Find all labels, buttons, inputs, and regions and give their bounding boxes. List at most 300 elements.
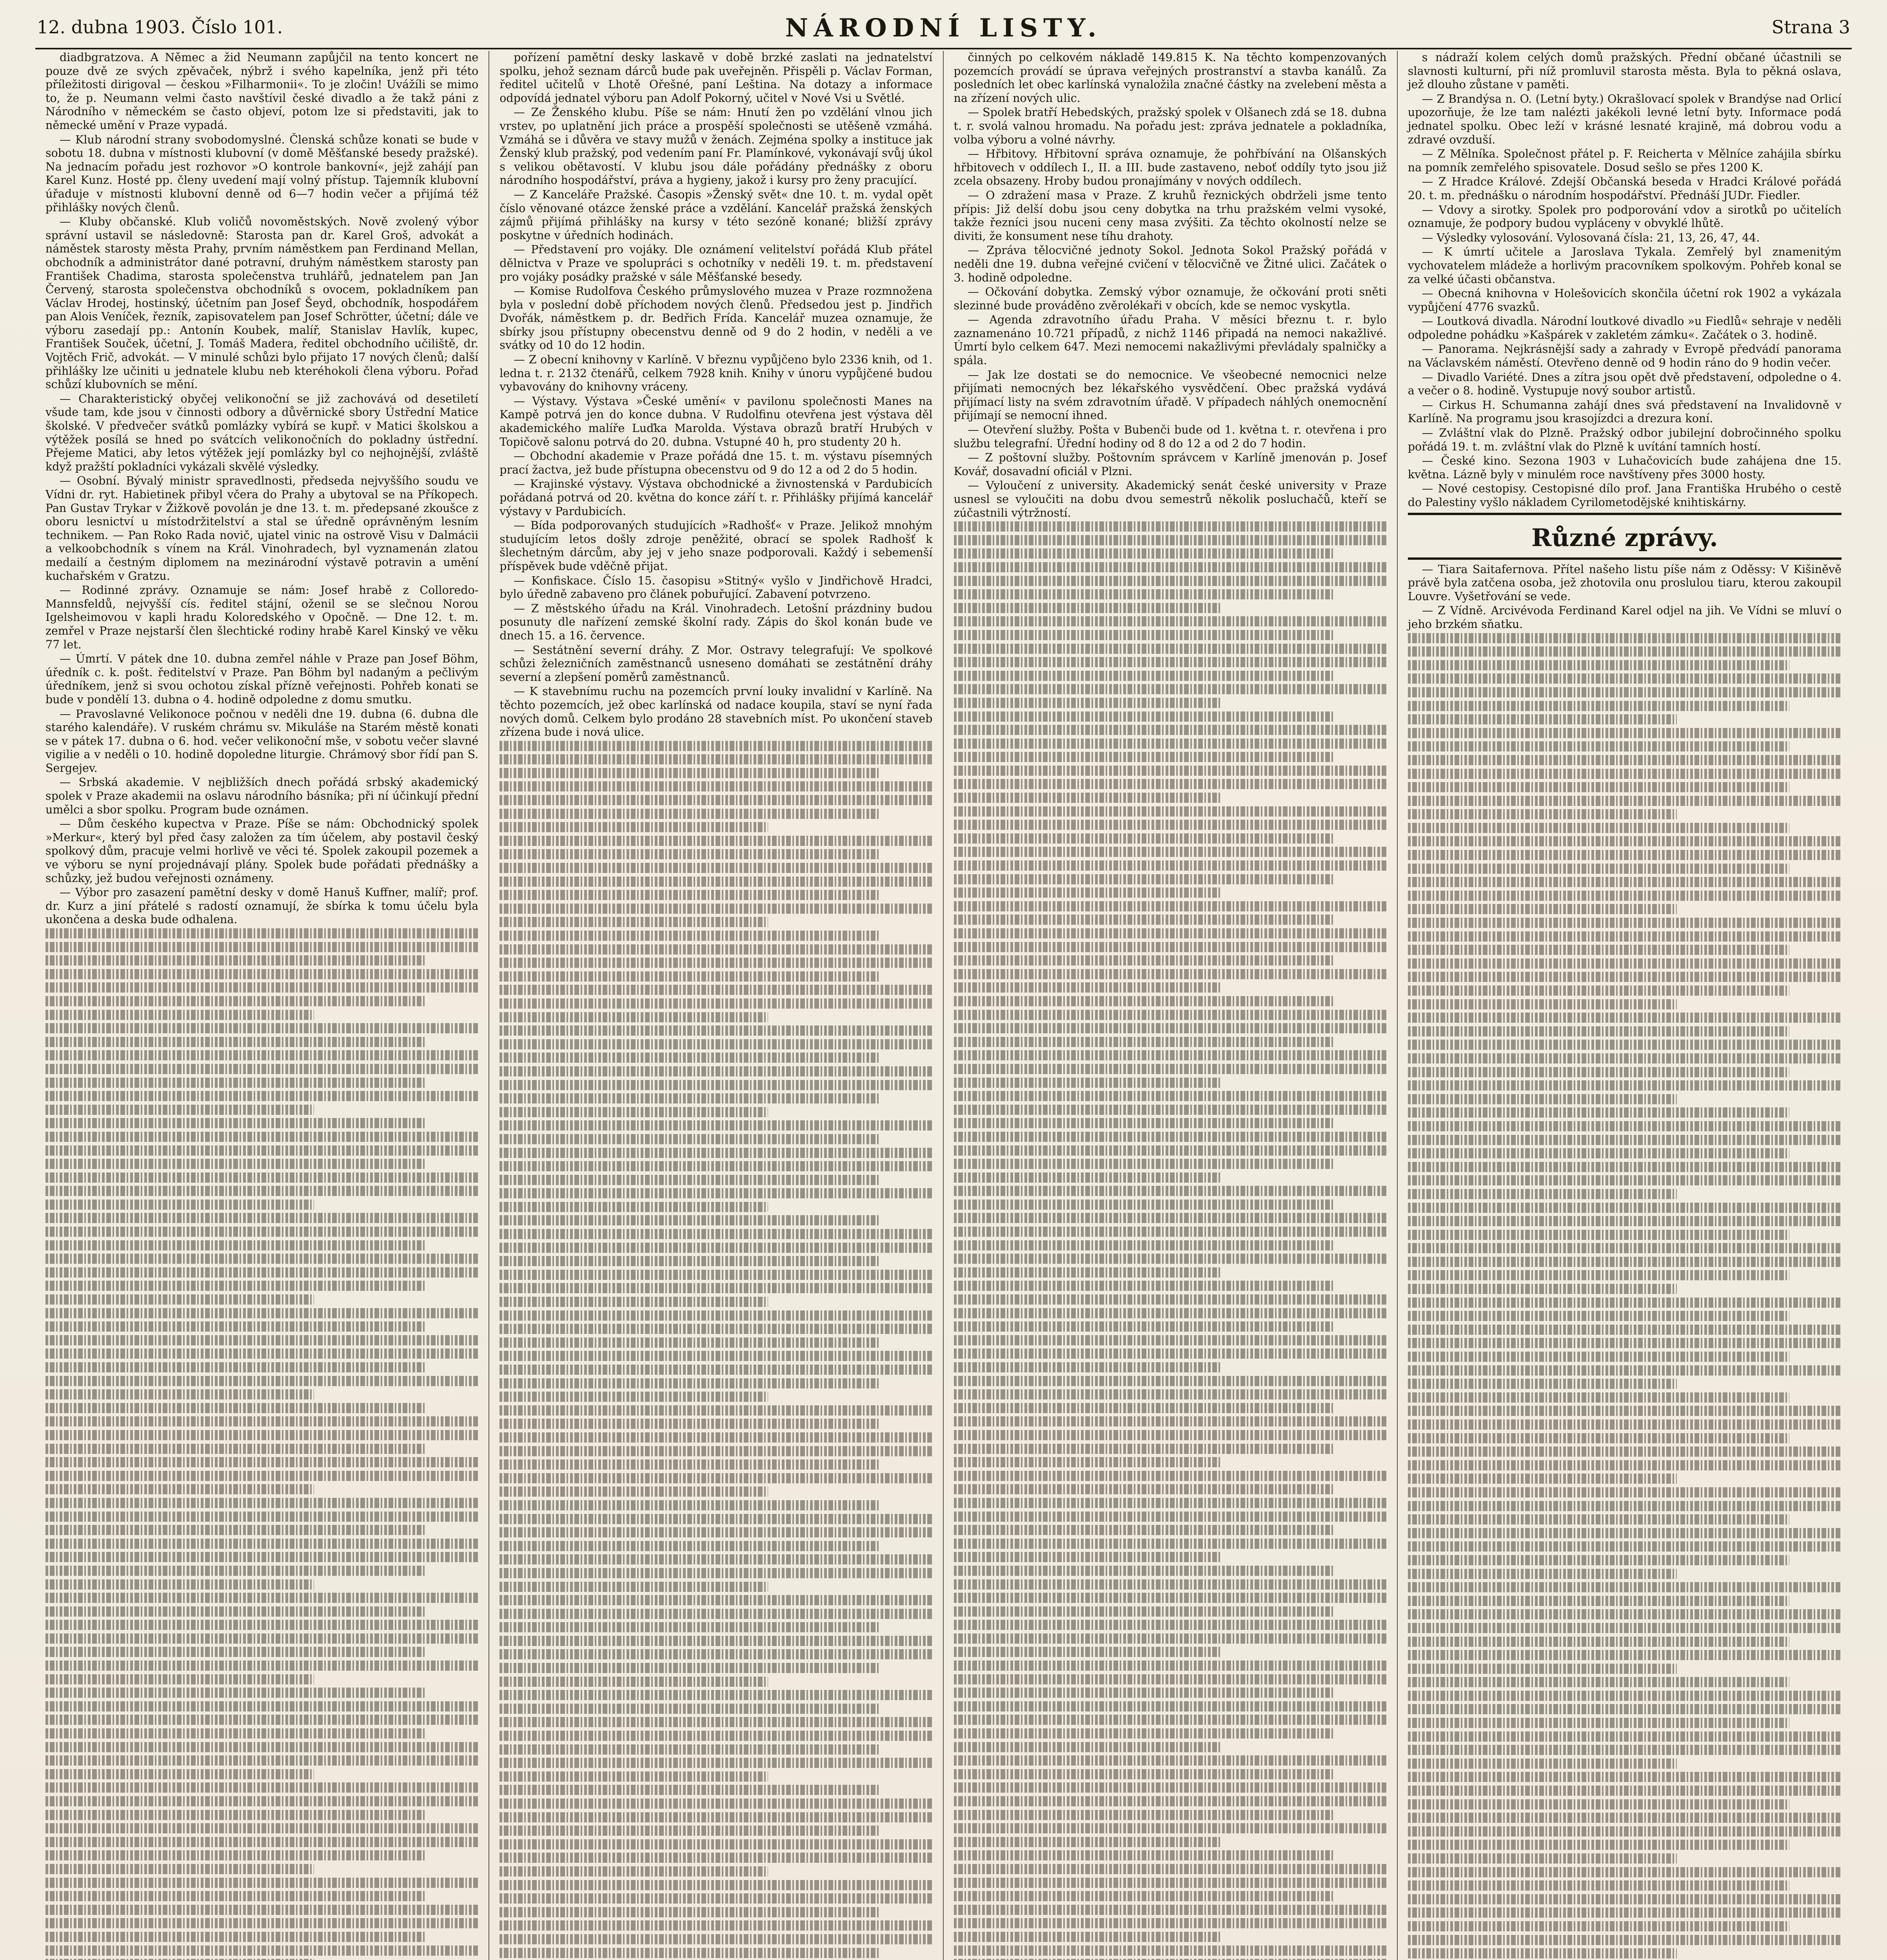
text-line-placeholder	[1408, 1067, 1790, 1077]
text-line-placeholder	[499, 1066, 932, 1076]
text-line-placeholder	[1408, 741, 1790, 751]
text-line-placeholder	[1408, 1718, 1790, 1728]
text-line-placeholder	[1408, 1243, 1842, 1253]
text-line-placeholder	[499, 795, 932, 805]
text-line-placeholder	[954, 576, 1387, 586]
text-line-placeholder	[1408, 1691, 1842, 1701]
text-line-placeholder	[1408, 1338, 1842, 1348]
text-line-placeholder	[499, 1039, 932, 1049]
text-line-placeholder	[499, 1785, 881, 1795]
text-line-placeholder	[954, 1227, 1387, 1237]
text-line-placeholder	[499, 1324, 932, 1334]
text-line-placeholder	[954, 739, 1387, 749]
text-line-placeholder	[499, 1527, 932, 1537]
text-line-placeholder	[954, 1281, 1335, 1291]
text-line-placeholder	[954, 874, 1335, 884]
text-line-placeholder	[954, 1606, 1335, 1617]
paragraph: — K stavebnímu ruchu na pozemcích první louky invalidní v Karlíně. Na těchto pozemcích, jež obec karlínská od nadace koupila, staví se nyní řada nových domů. Celkem bylo prodáno 28 stavebních míst. Po ukončení staveb zřízena bude i nová ulice.	[499, 685, 933, 739]
text-line-placeholder	[954, 1444, 1335, 1454]
text-line-placeholder	[499, 1744, 881, 1755]
text-line-placeholder	[1408, 877, 1842, 887]
text-line-placeholder	[1408, 972, 1842, 982]
text-line-placeholder	[954, 887, 1222, 898]
text-line-placeholder	[45, 1484, 314, 1494]
text-line-placeholder	[954, 1891, 1335, 1901]
paragraph: — Z městského úřadu na Král. Vinohradech. Letošní prázdniny budou posunuty dle nařízení zemské školní rady. Zápis do škol konán bude ve dnech 15. a 16. července.	[499, 602, 933, 642]
text-line-placeholder	[954, 1850, 1335, 1860]
text-line-placeholder	[45, 1118, 427, 1128]
text-line-placeholder	[1408, 1189, 1677, 1199]
text-line-placeholder	[954, 1945, 1387, 1956]
text-line-placeholder	[45, 1200, 314, 1210]
text-line-placeholder	[1408, 728, 1842, 738]
text-line-placeholder	[954, 793, 1222, 803]
text-line-placeholder	[954, 1647, 1222, 1657]
text-line-placeholder	[499, 1948, 881, 1958]
paragraph: — Osobní. Bývalý ministr spravedlnosti, předseda nejvyššího soudu ve Vídni dr. ryt. Habietinek přibyl včera do Prahy a ubytoval se na Příkopech. Pan Gustav Trykar v Žižkově povolán je dne 13. t. m. předepsané zkoušce z oboru lesnictví u místodržitelství a stal se úředně oprávněným lesním technikem. — Pan Roko Rada novič, ujatel vinic na ostrově Visu v Dalmácii a velkoobchodník s vínem na Král. Vinohradech, byl vyznamenán zlatou medailí a čestným diplomem na mezinárodní výstavě potravin a umění kuchařském v Gratzu.	[45, 474, 479, 583]
text-line-placeholder	[499, 1582, 768, 1592]
text-line-placeholder	[1408, 1582, 1842, 1592]
text-line-placeholder	[45, 1362, 427, 1372]
text-line-placeholder	[954, 1430, 1387, 1440]
text-line-placeholder	[1408, 1270, 1790, 1280]
text-line-placeholder	[1408, 1284, 1677, 1294]
text-line-placeholder	[499, 1554, 932, 1564]
text-line-placeholder	[1408, 836, 1842, 846]
text-line-placeholder	[499, 1025, 932, 1036]
text-line-placeholder	[45, 1742, 478, 1752]
text-line-placeholder	[954, 996, 1335, 1006]
paragraph: — Výstavy. Výstava »České umění« v pavilonu společnosti Manes na Kampě potrvá jen do konce dubna. V Rudolfinu otevřena jest výstava děl akademického malíře Luďka Marolda. Výstava obrazů bratří Hrubých v Topičově salonu potrvá do 20. dubna. Vstupné 40 h, pro studenty 20 h.	[499, 394, 933, 448]
text-line-placeholder	[499, 809, 881, 819]
paragraph: — Z obecní knihovny v Karlíně. V březnu vypůjčeno bylo 2336 knih, od 1. ledna t. r. 2132 čtenářů, celkem 7928 knih. Knihy v únoru vypůjčené budou vybavovány do knihovny vráceny.	[499, 353, 933, 394]
text-line-placeholder	[954, 616, 1387, 626]
newspaper-title: NÁRODNÍ LISTY.	[785, 13, 1102, 43]
text-line-placeholder	[499, 931, 881, 941]
text-line-placeholder	[45, 1132, 478, 1142]
text-line-placeholder	[1408, 1772, 1842, 1782]
text-line-placeholder	[954, 1525, 1335, 1535]
text-line-placeholder	[499, 1880, 932, 1890]
text-line-placeholder	[954, 982, 1222, 993]
text-line-placeholder	[1408, 673, 1842, 684]
text-line-placeholder	[499, 1459, 881, 1470]
text-line-placeholder	[1408, 1948, 1677, 1958]
text-line-placeholder	[954, 1905, 1387, 1915]
text-line-placeholder	[954, 684, 1387, 694]
text-line-placeholder	[954, 521, 1387, 532]
text-line-placeholder	[499, 1636, 932, 1646]
text-line-placeholder	[1408, 1203, 1842, 1213]
text-line-placeholder	[1408, 1230, 1790, 1240]
text-line-placeholder	[954, 1512, 1387, 1522]
text-line-placeholder	[1408, 1175, 1842, 1185]
text-line-placeholder	[954, 1050, 1387, 1060]
text-line-placeholder	[1408, 1460, 1842, 1470]
text-line-placeholder	[499, 1215, 881, 1225]
text-line-placeholder	[1408, 1704, 1842, 1714]
text-line-placeholder	[499, 1256, 881, 1266]
text-line-placeholder	[499, 1771, 768, 1782]
text-line-placeholder	[954, 589, 1335, 599]
text-line-placeholder	[45, 1661, 478, 1671]
text-line-placeholder	[499, 822, 768, 832]
text-line-placeholder	[499, 1093, 881, 1103]
paragraph: — Srbská akademie. V nejbližších dnech pořádá srbský akademický spolek v Praze akademii na oslavu národního básníka; při ní účinkují přední umělci a sbor spolku. Program bude oznámen.	[45, 776, 479, 816]
text-line-placeholder	[1408, 1053, 1842, 1063]
text-line-placeholder	[954, 1579, 1387, 1590]
paragraph: — Kluby občanské. Klub voličů novoměstských. Nově zvolený výbor správní ustavil se následovně: Starosta pan dr. Karel Groš, advokát a náměstek starosty města Prahy, prvním náměstkem pan Ferdinand Mellan, obchodník a administrátor dané potravní, druhým náměstkem starosty pan František Chadima, starosta společenstva truhlářů, jednatelem pan Jan Červený, starosta společenstva obchodníků s ovocem, pokladníkem pan Václav Hrodej, hostinský, účetním pan Josef Šeyd, obchodník, hospodářem pan Alois Veníček, řezník, zapisovatelem pan Josef Schrötter, účetní; dále ve výboru zasedají pp.: Antonín Koubek, malíř, Stanislav Havlík, kupec, František Souček, účetní, J. Tomáš Madera, ředitel obchodního učiliště, dr. Vojtěch Frič, advokát. — V minulé schůzi bylo přijato 17 nových členů; další přihlášky lze učiniti u jednatele klubu neb kteréhokoli člena výboru. Pořad schůzí klubovních se mění.	[45, 215, 479, 391]
text-line-placeholder	[954, 1498, 1387, 1508]
text-line-placeholder	[1408, 850, 1842, 860]
text-line-placeholder	[1408, 1650, 1842, 1660]
text-line-placeholder	[1408, 1311, 1790, 1321]
text-line-placeholder	[954, 1376, 1387, 1386]
text-line-placeholder	[45, 1674, 314, 1684]
text-line-placeholder	[45, 1579, 314, 1590]
text-line-placeholder	[45, 1240, 427, 1250]
text-line-placeholder	[1408, 958, 1842, 969]
text-line-placeholder	[954, 1837, 1222, 1847]
paragraph: — České kino. Sezona 1903 v Luhačovicích bude zahájena dne 15. května. Lázně byly v minulém roce navštíveny přes 3000 hosty.	[1408, 454, 1842, 481]
paragraph: — O zdražení masa v Praze. Z kruhů řeznických obdrželi jsme tento přípis: Již delší dobu jsou ceny dobytka na trhu pražském velmi vysoké, takže řezníci jsou nuceni ceny masa zvýšiti. Za těchto okolností nelze se diviti, že konsument nese tíhu drahoty.	[953, 189, 1387, 243]
text-line-placeholder	[954, 1471, 1387, 1481]
text-line-placeholder	[954, 657, 1387, 667]
text-line-placeholder	[499, 741, 932, 751]
text-filler	[1408, 633, 1842, 1960]
text-line-placeholder	[499, 1012, 768, 1022]
text-line-placeholder	[499, 1161, 932, 1171]
text-line-placeholder	[499, 1283, 932, 1293]
text-line-placeholder	[499, 781, 932, 791]
text-line-placeholder	[954, 1755, 1387, 1766]
text-line-placeholder	[499, 1731, 932, 1741]
text-line-placeholder	[954, 766, 1387, 776]
text-line-placeholder	[1408, 1392, 1790, 1403]
text-line-placeholder	[1408, 999, 1677, 1009]
text-line-placeholder	[954, 1105, 1387, 1115]
paragraph: — Obchodní akademie v Praze pořádá dne 15. t. m. výstavu písemných prací žactva, jež bude přístupna obecenstvu od 9 do 12 a od 2 do 5 hodin.	[499, 450, 933, 476]
paragraph: — Konfiskace. Číslo 15. časopisu »Stitný« vyšlo v Jindřichově Hradci, bylo úředně zabaveno pro článek pobuřující. Zabavení potvrzeno.	[499, 574, 933, 601]
text-line-placeholder	[45, 1254, 478, 1264]
text-line-placeholder	[499, 1351, 932, 1361]
text-line-placeholder	[499, 971, 881, 982]
text-line-placeholder	[45, 1105, 314, 1115]
text-line-placeholder	[45, 1945, 478, 1956]
text-line-placeholder	[499, 1297, 768, 1307]
text-line-placeholder	[499, 1934, 932, 1944]
text-line-placeholder	[954, 1416, 1387, 1426]
paragraph: — Tiara Saitafernova. Přítel našeho listu píše nám z Oděssy: V Kišiněvě právě byla zatčena osoba, jež zhotovila onu proslulou tiaru, kterou zakoupil Louvre. Vyšetřování se vede.	[1408, 563, 1842, 603]
paragraph: — Z Hradce Králové. Zdejší Občanská beseda v Hradci Králové pořádá 20. t. m. přednášku o národním hospodářství. Přednáší JUDr. Fiedler.	[1408, 175, 1842, 202]
text-line-placeholder	[954, 1294, 1387, 1305]
text-line-placeholder	[499, 768, 881, 778]
paragraph: — K úmrtí učitele a Jaroslava Tykala. Zemřelý byl znamenitým vychovatelem mládeže a horlivým pracovníkem spolkovým. Pohřeb konal se za velké účasti občanstva.	[1408, 245, 1842, 286]
text-line-placeholder	[45, 1769, 314, 1779]
text-line-placeholder	[954, 1254, 1387, 1264]
text-line-placeholder	[1408, 1596, 1790, 1606]
text-line-placeholder	[1408, 714, 1677, 724]
text-line-placeholder	[954, 1742, 1222, 1752]
text-line-placeholder	[499, 1853, 932, 1863]
text-line-placeholder	[1408, 1569, 1677, 1579]
column-1	[35, 51, 489, 1960]
text-line-placeholder	[1408, 1637, 1790, 1647]
paragraph: — Výbor pro zasazení pamětní desky v domě Hanuš Kuffner, malíř; prof. dr. Kurz a jiní přátelé s radostí oznamují, že sbírka k tomu účelu byla ukončena a deska bude odhalena.	[45, 886, 479, 926]
paragraph: — Sestátnění severní dráhy. Z Mor. Ostravy telegrafují: Ve spolkové schůzi železničních zaměstnanců usneseno domáhati se zestátnění dráhy severní a zlepšení poměrů zaměstnanců.	[499, 643, 933, 684]
text-line-placeholder	[499, 1365, 932, 1375]
text-line-placeholder	[499, 1432, 932, 1443]
text-line-placeholder	[45, 1010, 314, 1020]
text-line-placeholder	[1408, 864, 1790, 874]
text-line-placeholder	[499, 890, 881, 900]
text-line-placeholder	[954, 535, 1387, 545]
text-line-placeholder	[954, 1593, 1387, 1603]
text-line-placeholder	[45, 1620, 478, 1630]
text-line-placeholder	[954, 752, 1335, 762]
text-line-placeholder	[499, 1446, 932, 1456]
text-line-placeholder	[954, 1864, 1387, 1874]
text-line-placeholder	[45, 1539, 478, 1549]
text-line-placeholder	[45, 1321, 427, 1332]
text-line-placeholder	[1408, 1433, 1790, 1443]
text-line-placeholder	[45, 969, 478, 979]
text-line-placeholder	[954, 671, 1335, 681]
text-line-placeholder	[499, 917, 768, 927]
text-filler	[499, 741, 932, 1960]
paragraph: — Nové cestopisy. Cestopisné dílo prof. Jana Františka Hrubého o cestě do Palestiny vyšlo nákladem Cyrilometodějské knihtiskárny.	[1408, 482, 1842, 509]
text-line-placeholder	[954, 698, 1222, 708]
text-line-placeholder	[1408, 1379, 1677, 1389]
paragraph: — Krajinské výstavy. Výstava obchodnické a živnostenská v Pardubicích pořádaná potrvá od 20. května do konce září t. r. Přihlášky přijímá kancelář výstavy v Pardubicích.	[499, 477, 933, 518]
paragraph: — Z Vídně. Arcivévoda Ferdinand Karel odjel na jih. Ve Vídni se mluví o jeho brzkém sňatku.	[1408, 604, 1842, 631]
text-line-placeholder	[954, 806, 1387, 817]
text-line-placeholder	[954, 562, 1387, 572]
text-line-placeholder	[954, 942, 1387, 952]
text-line-placeholder	[499, 1622, 881, 1632]
paragraph: — Panorama. Nejkrásnější sady a zahrady v Evropě předvádí panorama na Václavském náměstí. Otevřeno denně od 9 hodin ráno do 9 hodin večer.	[1408, 343, 1842, 370]
text-line-placeholder	[954, 1484, 1335, 1494]
text-line-placeholder	[954, 1769, 1335, 1779]
text-line-placeholder	[499, 1134, 881, 1144]
text-line-placeholder	[1408, 1406, 1842, 1416]
text-line-placeholder	[954, 603, 1222, 613]
article-columns	[35, 51, 1852, 1960]
column-4	[1398, 51, 1852, 1960]
text-line-placeholder	[45, 1403, 427, 1413]
text-line-placeholder	[1408, 1786, 1842, 1796]
text-line-placeholder	[954, 1240, 1335, 1250]
text-line-placeholder	[954, 1810, 1335, 1820]
text-line-placeholder	[499, 1419, 881, 1429]
paragraph: — Cirkus H. Schumanna zahájí dnes svá představení na Invalidovně v Karlíně. Na programu jsou krasojízdci a drezura koní.	[1408, 398, 1842, 425]
text-line-placeholder	[954, 928, 1387, 938]
text-line-placeholder	[954, 1321, 1335, 1332]
text-line-placeholder	[1408, 1894, 1842, 1904]
text-line-placeholder	[1408, 1840, 1790, 1850]
text-line-placeholder	[45, 1864, 314, 1874]
text-line-placeholder	[954, 1457, 1222, 1467]
text-line-placeholder	[45, 1335, 478, 1345]
text-line-placeholder	[45, 1715, 478, 1725]
text-line-placeholder	[45, 1037, 427, 1047]
text-line-placeholder	[499, 1310, 932, 1321]
text-line-placeholder	[1408, 1419, 1842, 1430]
text-filler	[954, 521, 1387, 1960]
text-line-placeholder	[499, 904, 932, 914]
text-line-placeholder	[45, 1606, 427, 1617]
text-line-placeholder	[954, 1267, 1222, 1278]
text-line-placeholder	[1408, 1162, 1842, 1172]
text-line-placeholder	[45, 928, 478, 938]
paragraph: — Loutková divadla. Národní loutkové divadlo »u Fiedlů« sehraje v neděli odpoledne pohádku »Kašpárek v zakletém zámku«. Začátek o 3. hodině.	[1408, 315, 1842, 341]
text-line-placeholder	[1408, 1257, 1842, 1267]
text-line-placeholder	[954, 1620, 1387, 1630]
text-line-placeholder	[499, 1568, 932, 1578]
text-line-placeholder	[954, 1078, 1222, 1088]
text-line-placeholder	[1408, 1623, 1842, 1633]
text-line-placeholder	[45, 1444, 427, 1454]
paragraph: — Výsledky vylosování. Vylosovaná čísla: 21, 13, 26, 47, 44.	[1422, 231, 1760, 244]
text-line-placeholder	[45, 1091, 478, 1101]
text-line-placeholder	[499, 1378, 881, 1388]
section-heading: Různé zprávy.	[1531, 523, 1718, 552]
text-line-placeholder	[1408, 1446, 1842, 1457]
text-line-placeholder	[45, 1281, 427, 1291]
text-line-placeholder	[499, 1609, 932, 1619]
text-line-placeholder	[45, 1186, 478, 1196]
text-line-placeholder	[954, 1132, 1387, 1142]
text-line-placeholder	[45, 1023, 478, 1033]
text-line-placeholder	[1408, 660, 1790, 670]
text-line-placeholder	[499, 863, 932, 873]
text-line-placeholder	[954, 1389, 1387, 1399]
paragraph: — Charakteristický obyčej velikonoční se již zachovává od desetiletí všude tam, kde jsou v činnosti odbory a důvěrnické sbory Ústřední Matice školské. V předvečer svátků pomlázky vybírá se kupř. v Matici školskou a výtěžek posílá se hned po svátcích velikonočních do pokladny ústřední. Přejeme Matici, aby letos výtěžek její pomlázky byl co nejhojnější, zvláště když pražští pokladníci vykázali skvělé výsledky.	[45, 392, 479, 473]
text-line-placeholder	[499, 1514, 932, 1524]
text-line-placeholder	[954, 969, 1387, 979]
text-line-placeholder	[954, 725, 1387, 735]
text-line-placeholder	[45, 1755, 478, 1766]
text-line-placeholder	[45, 1294, 314, 1305]
page-number: Strana 3	[1771, 16, 1850, 38]
text-line-placeholder	[45, 1633, 478, 1644]
text-line-placeholder	[45, 942, 478, 952]
paragraph: — Dům českého kupectva v Praze. Píše se nám: Obchodnický spolek »Merkur«, který byl před časy založen za tím účelem, aby postavil český spolkový dům, pracuje velmi horlivě ve věci té. Spolek zakoupil pozemek a ve výboru se nyní projednávají plány. Spolek bude pořádati přednášky a schůzky, jež budou veřejnosti oznámeny.	[45, 817, 479, 885]
text-line-placeholder	[1408, 1135, 1842, 1145]
issue-date: 12. dubna 1903. Číslo 101.	[37, 16, 283, 38]
paragraph: — Představení pro vojáky. Dle oznámení velitelství pořádá Klub přátel dělnictva v Praze ve spolupráci s ochotníky v neděli 19. t. m. představení pro vojáky posádky pražské v sále Měšťanské besedy.	[499, 243, 933, 283]
text-line-placeholder	[1408, 782, 1790, 792]
text-line-placeholder	[1408, 1867, 1842, 1877]
text-line-placeholder	[45, 1145, 478, 1156]
text-line-placeholder	[1408, 1121, 1842, 1131]
text-line-placeholder	[45, 1688, 427, 1698]
text-line-placeholder	[954, 1552, 1222, 1562]
paragraph: s nádraží kolem celých domů pražských. Přední občané účastnili se slavnosti kulturní, při níž promluvil starosta města. Byla to pěkná oslava, jež dlouho zůstane v paměti.	[1408, 51, 1842, 91]
paragraph: — Klub národní strany svobodomyslné. Členská schůze konati se bude v sobotu 18. dubna v místnosti klubovní (v domě Měšťanské besedy pražské). Na jednacím pořadu jest rozhovor »O kontrole bankovní«, jejž zahájí pan Karel Kunz. Hosté pp. členy uvedení mají volný přístup. Tajemník klubovní úřaduje v místnosti klubovní denně od 6—7 hodin večer a přijímá též přihlášky nových členů.	[45, 133, 479, 214]
text-line-placeholder	[1408, 1541, 1842, 1552]
text-line-placeholder	[45, 1823, 478, 1833]
text-line-placeholder	[954, 1023, 1387, 1033]
text-line-placeholder	[499, 1893, 932, 1904]
text-line-placeholder	[499, 877, 932, 887]
text-line-placeholder	[954, 1362, 1222, 1372]
text-line-placeholder	[45, 1078, 427, 1088]
text-line-placeholder	[45, 1878, 478, 1888]
text-line-placeholder	[499, 1188, 932, 1198]
text-line-placeholder	[45, 1348, 478, 1359]
text-line-placeholder	[1408, 1921, 1790, 1931]
text-line-placeholder	[954, 1796, 1387, 1806]
text-line-placeholder	[1408, 1745, 1842, 1755]
text-line-placeholder	[499, 1866, 768, 1877]
text-line-placeholder	[954, 1213, 1387, 1223]
text-line-placeholder	[1408, 796, 1842, 806]
paragraph: — Z poštovní služby. Poštovním správcem v Karlíně jmenován p. Josef Kovář, dosavadní oficiál v Plzni.	[953, 451, 1387, 478]
text-line-placeholder	[1408, 809, 1677, 819]
text-line-placeholder	[954, 711, 1335, 722]
text-line-placeholder	[1408, 1813, 1842, 1823]
text-line-placeholder	[1408, 1826, 1842, 1837]
text-line-placeholder	[1408, 1352, 1790, 1362]
text-line-placeholder	[954, 1091, 1387, 1101]
text-line-placeholder	[45, 1905, 478, 1915]
text-line-placeholder	[499, 985, 932, 995]
text-line-placeholder	[499, 958, 932, 968]
text-line-placeholder	[954, 833, 1335, 844]
text-line-placeholder	[499, 1202, 768, 1212]
text-line-placeholder	[499, 1338, 881, 1348]
masthead	[35, 12, 1852, 49]
text-line-placeholder	[1408, 1474, 1677, 1484]
text-line-placeholder	[499, 1826, 881, 1836]
text-line-placeholder	[1408, 985, 1790, 996]
text-line-placeholder	[1408, 701, 1790, 711]
text-line-placeholder	[1408, 1609, 1842, 1619]
text-line-placeholder	[45, 1932, 427, 1942]
text-line-placeholder	[1408, 1216, 1842, 1226]
text-line-placeholder	[1408, 1501, 1842, 1511]
text-line-placeholder	[1408, 1094, 1677, 1104]
text-line-placeholder	[954, 1348, 1387, 1359]
paragraph: — Otevření služby. Pošta v Bubenči bude od 1. května t. r. otevřena i pro službu telegrafní. Úřední hodiny od 8 do 12 a od 2 do 7 hodin.	[953, 423, 1387, 450]
text-line-placeholder	[499, 754, 932, 764]
text-line-placeholder	[499, 1798, 932, 1809]
text-line-placeholder	[1408, 1365, 1842, 1376]
text-line-placeholder	[954, 1172, 1222, 1183]
text-line-placeholder	[45, 1064, 478, 1074]
paragraph: — Hřbitovy. Hřbitovní správa oznamuje, že pohřbívání na Olšanských hřbitovech v oddílech I., II. a III. bude zastaveno, neboť oddíly tyto jsou již zcela obsazeny. Hroby budou pronajímány v nových oddílech.	[953, 147, 1387, 188]
text-line-placeholder	[954, 1064, 1387, 1074]
paragraph: — Z Brandýsa n. O. (Letní byty.) Okrašlovací spolek v Brandýse nad Orlicí upozorňuje, že lze tam nalézti jakékoli levné letní byty. Informace podá jednatel spolku. Obec leží v krásné lesnaté krajině, má dobrou vodu a zdravé ovzduší.	[1408, 92, 1842, 146]
text-line-placeholder	[954, 1308, 1387, 1318]
text-line-placeholder	[499, 1649, 932, 1659]
paragraph: — Komise Rudolfova Českého průmyslového muzea v Praze rozmnožena byla v poslední době příchodem nových členů. Předsedou jest p. Jindřich Dvořák, náměstkem p. dr. Bedřich Frída. Kancelář muzea oznamuje, že sbírky jsou přístupny obecenstvu denně od 9 do 2 hodin, v neděli a ve svátky od 10 do 12 hodin.	[499, 285, 933, 352]
text-line-placeholder	[1408, 1935, 1842, 1945]
text-line-placeholder	[954, 1878, 1387, 1888]
text-line-placeholder	[499, 1080, 932, 1090]
text-line-placeholder	[954, 1118, 1335, 1128]
text-line-placeholder	[1408, 1013, 1842, 1023]
text-line-placeholder	[45, 1647, 427, 1657]
text-line-placeholder	[499, 1839, 932, 1849]
text-line-placeholder	[499, 1243, 932, 1253]
text-line-placeholder	[1408, 1298, 1842, 1308]
text-line-placeholder	[499, 1663, 881, 1673]
text-line-placeholder	[45, 1430, 478, 1440]
text-line-placeholder	[1408, 918, 1842, 928]
paragraph: — Vyloučení z university. Akademický senát české university v Praze usnesl se vyloučiti na dobu dvou semestrů několik posluchačů, kteří se zúčastnili výtržností.	[953, 479, 1387, 519]
